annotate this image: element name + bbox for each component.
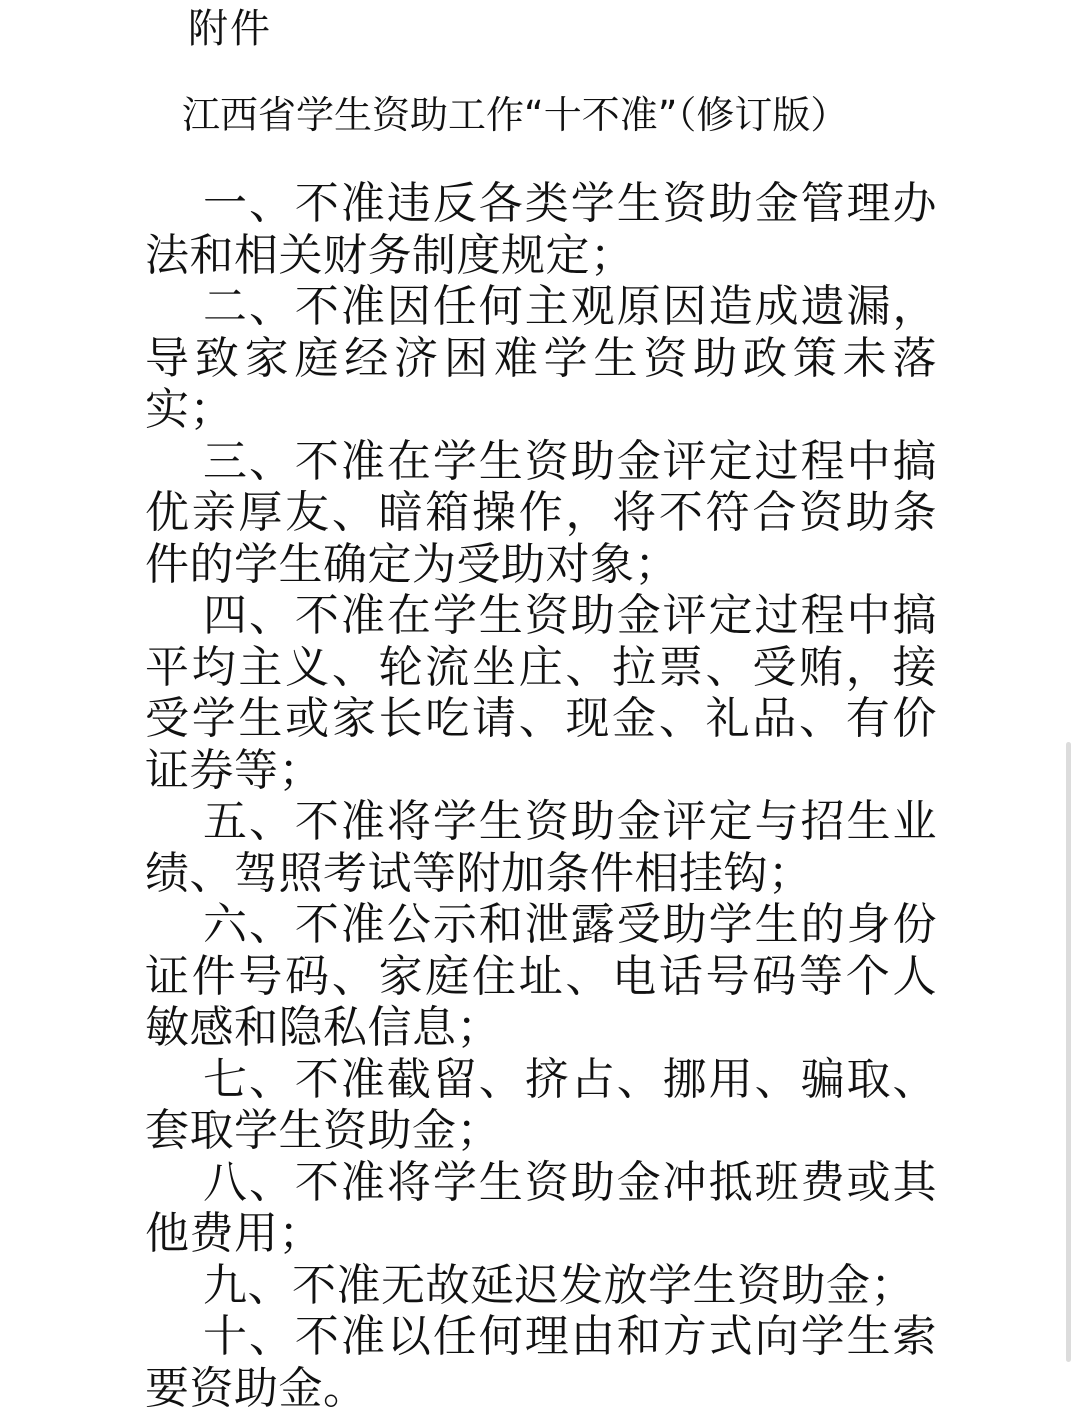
rule-item-3: 三、不准在学生资助金评定过程中搞优亲厚友、暗箱操作，将不符合资助条件的学生确定为受助对象； xyxy=(145,435,937,590)
document-title: 江西省学生资助工作“十不准”（修订版） xyxy=(182,93,849,137)
rule-item-10: 十、不准以任何理由和方式向学生索要资助金。 xyxy=(145,1311,937,1414)
rule-item-2: 二、不准因任何主观原因造成遗漏，导致家庭经济困难学生资助政策未落实； xyxy=(145,281,937,435)
rule-item-9: 九、不准无故延迟发放学生资助金； xyxy=(203,1259,915,1311)
attachment-label: 附件 xyxy=(188,6,272,52)
rule-item-8: 八、不准将学生资助金冲抵班费或其他费用； xyxy=(145,1156,937,1259)
rule-item-7: 七、不准截留、挤占、挪用、骗取、套取学生资助金； xyxy=(145,1053,937,1156)
rule-item-6: 六、不准公示和泄露受助学生的身份证件号码、家庭住址、电话号码等个人敏感和隐私信息； xyxy=(145,899,937,1053)
rule-item-4: 四、不准在学生资助金评定过程中搞平均主义、轮流坐庄、拉票、受贿，接受学生或家长吃请、现金、礼品、有价证券等； xyxy=(145,590,937,796)
rule-item-1: 一、不准违反各类学生资助金管理办法和相关财务制度规定； xyxy=(145,178,937,281)
rules-list xyxy=(145,178,937,1414)
rule-item-5: 五、不准将学生资助金评定与招生业绩、驾照考试等附加条件相挂钩； xyxy=(145,796,937,899)
vertical-scrollbar[interactable] xyxy=(1066,742,1071,1362)
